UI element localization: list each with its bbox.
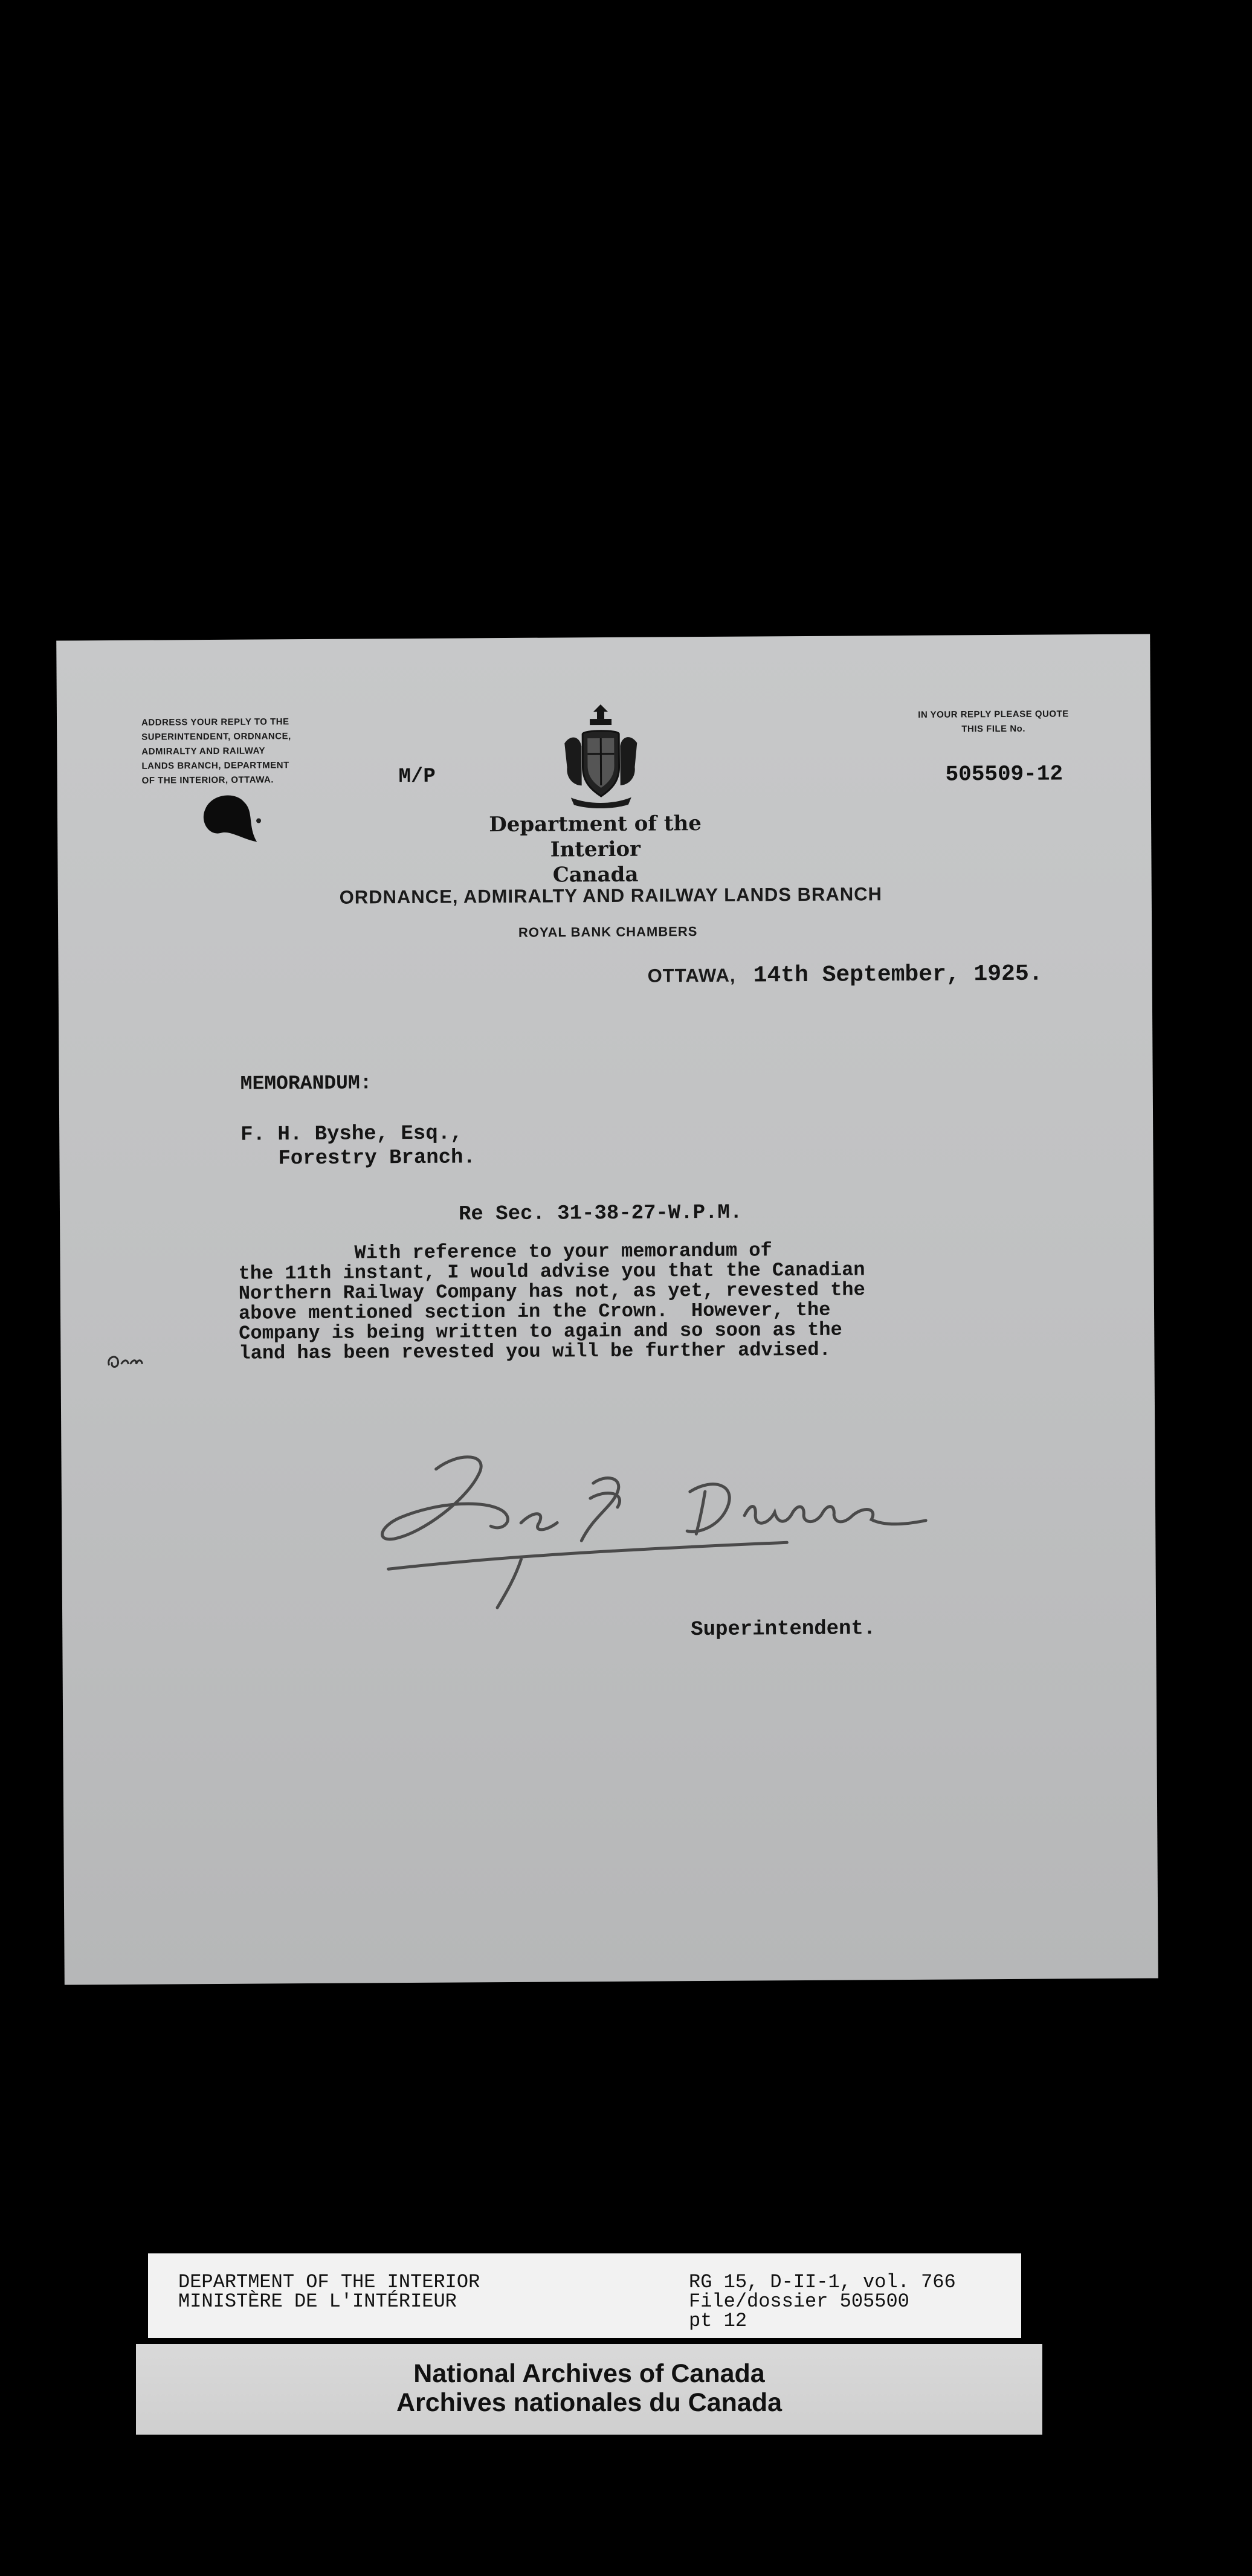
- department-name: [468, 811, 723, 889]
- file-dossier: File/dossier 505500: [689, 2290, 909, 2313]
- body-line: the 11th instant, I would advise you that the Canadian: [238, 1258, 865, 1285]
- archives-english: National Archives of Canada: [413, 2359, 765, 2388]
- addressee-block: [240, 1121, 476, 1171]
- address-reply-line: OF THE INTERIOR, OTTAWA.: [141, 774, 274, 786]
- reply-quote-line: IN YOUR REPLY PLEASE QUOTE: [918, 709, 1069, 720]
- addressee-branch: Forestry Branch.: [278, 1146, 476, 1171]
- address-reply-note: [141, 715, 335, 788]
- mp-initials: M/P: [398, 765, 436, 789]
- department-title: Department of the Interior: [489, 811, 702, 862]
- signature-mark: [351, 1423, 1017, 1633]
- record-group: RG 15, D-II-1, vol. 766: [689, 2271, 956, 2293]
- chambers-name: ROYAL BANK CHAMBERS: [518, 924, 698, 940]
- department-label: [178, 2273, 480, 2311]
- coat-of-arms-icon: [558, 701, 644, 810]
- body-line: Company is being written to again and so soon as the: [239, 1318, 842, 1345]
- record-reference: [689, 2273, 956, 2331]
- archive-reference-label: [148, 2253, 1021, 2338]
- letter-page: [56, 634, 1158, 1985]
- body-line: above mentioned section in the Crown. However, the: [238, 1298, 831, 1325]
- ink-blot-mark: [187, 784, 273, 851]
- reply-quote-line: THIS FILE No.: [961, 723, 1026, 735]
- branch-name: ORDNANCE, ADMIRALTY AND RAILWAY LANDS BRANCH: [339, 883, 883, 908]
- address-reply-line: SUPERINTENDENT, ORDNANCE,: [141, 731, 291, 742]
- address-reply-line: ADMIRALTY AND RAILWAY: [141, 745, 266, 757]
- body-line: With reference to your memorandum of: [238, 1239, 772, 1265]
- department-french: MINISTÈRE DE L'INTÉRIEUR: [178, 2290, 457, 2313]
- archives-french: Archives nationales du Canada: [396, 2388, 782, 2417]
- department-english: DEPARTMENT OF THE INTERIOR: [178, 2271, 480, 2293]
- memo-body: [238, 1240, 865, 1363]
- address-reply-line: ADDRESS YOUR REPLY TO THE: [141, 716, 289, 728]
- file-number: 505509-12: [945, 761, 1063, 787]
- memo-heading: MEMORANDUM:: [240, 1072, 372, 1095]
- city-name: OTTAWA,: [647, 964, 736, 987]
- body-line: Northern Railway Company has not, as yet, revested the: [238, 1278, 865, 1305]
- address-reply-line: LANDS BRANCH, DEPARTMENT: [141, 760, 289, 771]
- reply-quote-note: [879, 707, 1108, 737]
- addressee-name: F. H. Byshe, Esq.,: [240, 1122, 463, 1147]
- margin-initials-mark: [103, 1341, 157, 1378]
- body-line: land has been revested you will be further advised.: [239, 1338, 831, 1365]
- signatory-title: Superintendent.: [691, 1617, 876, 1642]
- department-country: Canada: [552, 862, 639, 887]
- national-archives-label: [136, 2344, 1042, 2435]
- part-number: pt 12: [689, 2310, 747, 2332]
- letter-date: 14th September, 1925.: [753, 961, 1043, 989]
- subject-line: Re Sec. 31-38-27-W.P.M.: [458, 1201, 743, 1226]
